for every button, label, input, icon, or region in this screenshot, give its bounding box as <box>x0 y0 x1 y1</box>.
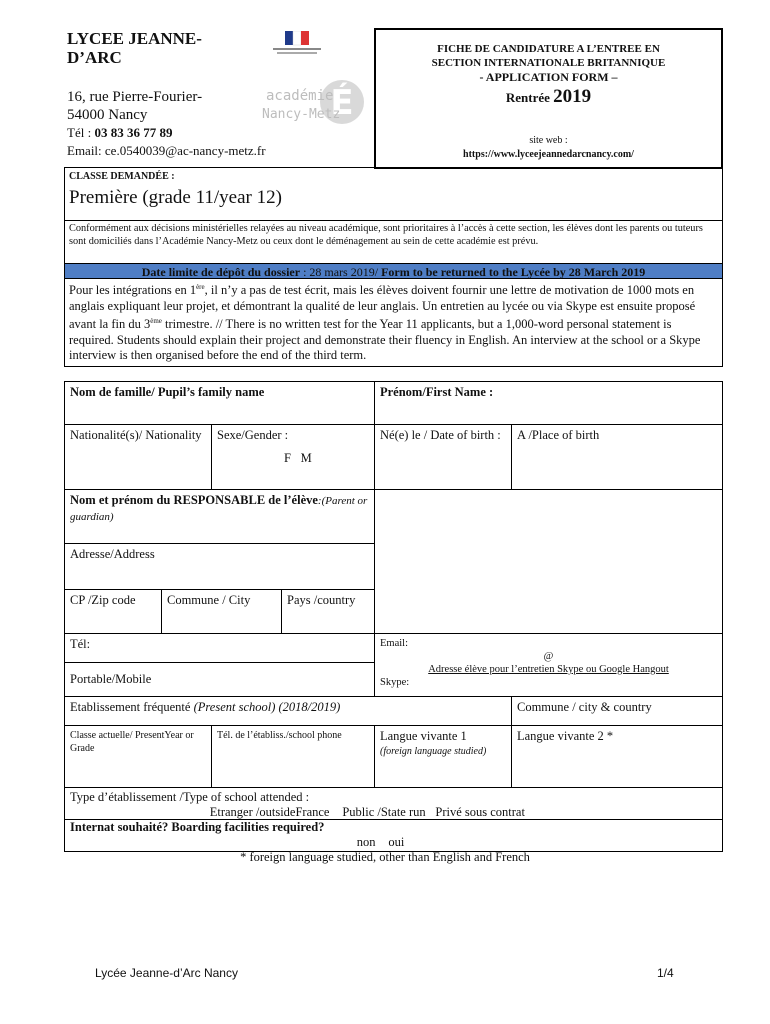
classe-value: Première (grade 11/year 12) <box>69 187 282 208</box>
boarding-field[interactable] <box>64 819 723 852</box>
country-field[interactable]: Pays /country <box>281 589 375 634</box>
priority-notice: Conformément aux décisions ministérielles relayées au niveau académique, sont prioritaires à l’accès à cette section, les élèves dont les parents ou tuteurs sont domiciliés dans l’Académie Nancy-Metz ou ceux dont le déménagement au sein de cette académie est prévu. <box>69 223 703 247</box>
language2-field[interactable]: Langue vivante 2 * <box>511 725 723 788</box>
fiche-title-line2: SECTION INTERNATIONALE BRITANNIQUE <box>431 57 666 69</box>
skype-label: Skype: <box>380 677 410 688</box>
school-phone-field[interactable]: Tél. de l’établiss./school phone <box>211 725 375 788</box>
city-field[interactable]: Commune / City <box>161 589 282 634</box>
school-type-options[interactable]: Etranger /outsideFrance Public /State run Privé sous contrat <box>200 805 499 819</box>
school-type-label: Type d’établissement /Type of school attended : <box>70 790 310 804</box>
deadline-banner: Date limite de dépôt du dossier : 28 mars 2019/ Form to be returned to the Lycée by 28 March 2019 <box>65 263 722 279</box>
email-skype-field[interactable] <box>374 633 723 697</box>
zip-code-field[interactable]: CP /Zip code <box>64 589 162 634</box>
language1-field[interactable] <box>374 725 512 788</box>
family-name-field[interactable]: Nom de famille/ Pupil’s family name <box>64 381 375 425</box>
present-school-field[interactable]: Etablissement fréquenté (Present school) (2018/2019) <box>64 696 512 726</box>
language1-note: (foreign language studied) <box>380 746 487 757</box>
logo-text-nancy-metz: Nancy-Metz <box>262 107 341 122</box>
gender-label: Sexe/Gender : <box>217 428 289 442</box>
guardian-name-field[interactable]: Nom et prénom du RESPONSABLE de l’élève:(Parent or guardian) <box>64 489 375 544</box>
school-email: Email: ce.0540039@ac-nancy-metz.fr <box>67 143 266 158</box>
admission-instructions: Pour les intégrations en 1ère, il n’y a pas de test écrit, mais les élèves doivent fournir une lettre de motivation de 1000 mots en anglais expliquant leur projet, et démontrant la qualité de leur anglais. Un entretien au lycée ou via Skype est ensuite proposé avant la fin du 3ème trimestre. // There is no written test for the Year 11 applicants, but a 1,000-word personal statement is required. Students should explain their project and demonstrate their fluency in English. An interview at the school or a Skype interview is then organised before the end of the third term. <box>69 283 701 363</box>
page-number: 1/4 <box>657 966 674 980</box>
address-line2: 54000 Nancy <box>67 107 148 123</box>
republique-francaise-logo <box>271 31 323 59</box>
address-right-blank <box>374 589 723 634</box>
mobile-field[interactable]: Portable/Mobile <box>64 662 375 697</box>
site-label: site web : <box>529 135 568 146</box>
gender-checkboxes[interactable]: F M <box>282 451 304 465</box>
nationality-field[interactable]: Nationalité(s)/ Nationality <box>64 424 212 490</box>
application-form-title-box <box>374 28 723 169</box>
site-url-link[interactable]: https://www.lyceejeannedarcnancy.com/ <box>463 149 634 160</box>
classe-label: CLASSE DEMANDÉE : <box>69 171 175 182</box>
school-city-country-field[interactable]: Commune / city & country <box>511 696 723 726</box>
rentree: Rentrée 2019 <box>505 86 592 107</box>
first-name-field[interactable]: Prénom/First Name : <box>374 381 723 425</box>
guardian-right-blank <box>374 489 723 590</box>
address-field[interactable]: Adresse/Address <box>64 543 375 590</box>
language1-label: Langue vivante 1 <box>380 729 467 743</box>
address-line1: 16, rue Pierre-Fourier- <box>67 89 203 105</box>
boarding-options[interactable]: non oui <box>347 835 385 849</box>
footnote: * foreign language studied, other than English and French <box>240 850 530 864</box>
classe-section <box>64 167 723 367</box>
email-label: Email: <box>380 638 408 649</box>
footer-school-name: Lycée Jeanne-d’Arc Nancy <box>95 966 238 980</box>
school-address <box>67 88 266 160</box>
logo-letter: É <box>330 83 354 123</box>
gender-field[interactable] <box>211 424 375 490</box>
academie-nancy-metz-logo <box>262 66 367 132</box>
divider <box>65 220 722 221</box>
logo-text-academie: académie <box>266 88 334 104</box>
school-phone: Tél : 03 83 36 77 89 <box>67 125 173 140</box>
email-at: @ <box>543 651 554 662</box>
fiche-title-line3: - APPLICATION FORM – <box>479 70 618 84</box>
date-of-birth-field[interactable]: Né(e) le / Date of birth : <box>374 424 512 490</box>
current-class-field[interactable]: Classe actuelle/ PresentYear or Grade <box>64 725 212 788</box>
school-name: LYCEE JEANNE-D’ARC <box>67 29 202 67</box>
place-of-birth-field[interactable]: A /Place of birth <box>511 424 723 490</box>
school-type-field[interactable] <box>64 787 723 820</box>
fiche-title-line1: FICHE DE CANDIDATURE A L’ENTREE EN <box>437 43 660 55</box>
boarding-label: Internat souhaité? Boarding facilities required? <box>70 820 325 834</box>
skype-note: Adresse élève pour l’entretien Skype ou Google Hangout <box>428 664 669 675</box>
telephone-field[interactable]: Tél: <box>64 633 375 663</box>
